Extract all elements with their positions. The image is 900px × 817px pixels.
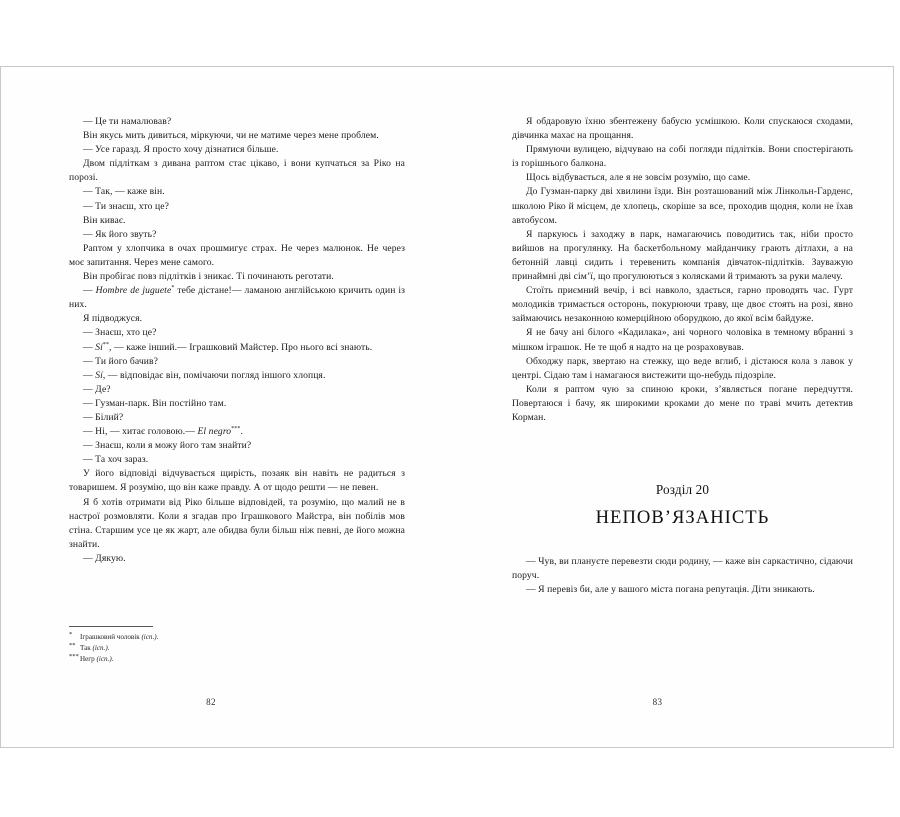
right-page-textblock — [512, 115, 853, 597]
paragraph-post: . — [240, 426, 243, 438]
footnote-item: * Іграшковий чоловік (ісп.). — [69, 630, 159, 641]
paragraph-with-footnote — [69, 425, 405, 439]
paragraph: — Так, — каже він. — [83, 186, 165, 198]
paragraph: — Як його звуть? — [83, 228, 157, 240]
paragraph-post: тебе дістане!— ламаною англійською кричить один із них. — [69, 285, 406, 311]
footnote-separator-rule — [69, 626, 153, 627]
foreign-phrase: Sí — [95, 341, 103, 353]
paragraph: — Гузман-парк. Він постійно там. — [83, 397, 227, 409]
paragraph: Двом підліткам з дивана раптом стає цікаво, і вони купчаться за Ріко на порозі. — [69, 158, 405, 184]
footnote-source: (ісп.). — [141, 633, 159, 641]
left-page-textblock — [69, 115, 405, 566]
footnote-marker: ** — [102, 341, 110, 348]
chapter-title: НЕПОВ’ЯЗАНІСТЬ — [595, 507, 770, 529]
book-spread — [0, 66, 894, 748]
footnote-text: Іграшковий чоловік — [80, 633, 142, 641]
paragraph: Обходжу парк, звертаю на стежку, що веде вглиб, і дістаюся кола з лавок у центрі. Сідаю там і намагаюся вистежити що-небудь підозріле. — [512, 355, 853, 381]
foreign-phrase: Sí — [95, 369, 103, 381]
footnote-source: (ісп.). — [96, 655, 114, 663]
paragraph: — Білий? — [83, 411, 124, 423]
paragraph: Я не бачу ані білого «Кадилака», ані чорного чоловіка в темному вбранні з мішком іграшок. Не те щоб я надто на це розраховував. — [512, 327, 853, 353]
paragraph: Він якусь мить дивиться, міркуючи, чи не матиме через мене проблем. — [83, 130, 379, 142]
paragraph: — Дякую. — [83, 552, 126, 564]
paragraph: Я підводжуся. — [83, 313, 143, 325]
foreign-phrase: Hombre de juguete — [95, 285, 172, 297]
paragraph: Він пробігає повз підлітків і зникає. Ті починають реготати. — [83, 271, 334, 283]
paragraph: — Я перевіз би, але у вашого міста погана репутація. Діти зникають. — [526, 584, 815, 596]
paragraph: — Та хоч зараз. — [83, 454, 149, 466]
paragraph: Раптом у хлопчика в очах прошмигує страх. Не через малюнок. Не через моє запитання. Через мене самого. — [69, 242, 405, 268]
footnote-text: Негр — [80, 655, 97, 663]
paragraph-with-footnote — [69, 284, 405, 312]
paragraph: Щось відбувається, але я не зовсім розумію, що саме. — [526, 172, 751, 184]
paragraph: Стоїть приємний вечір, і всі навколо, здається, гарно проводять час. Гурт молодиків тримається осторонь, покурюючи траву, ще двоє стоять на розі, явно займаючись незаконною комерційною оборудкою, до якої всім байдуже. — [512, 285, 853, 325]
paragraph: — Ти його бачив? — [83, 355, 159, 367]
paragraph-post: , — каже інший.— Іграшковий Майстер. Про нього всі знають. — [109, 341, 373, 353]
footnotes-block — [69, 626, 389, 665]
paragraph: — Усе гаразд. Я просто хочу дізнатися більше. — [83, 144, 279, 156]
footnote-marker: *** — [231, 425, 241, 432]
paragraph: До Гузман-парку дві хвилини їзди. Він розташований між Лінкольн-Гарденс, школою Ріко й місцем, де хлопець, скоріше за все, проходив щодня, коли не їхав автобусом. — [512, 186, 853, 226]
chapter-heading — [512, 481, 853, 529]
paragraph: Я обдаровую їхню збентежену бабусю усмішкою. Коли спускаюся сходами, дівчинка махає на прощання. — [512, 116, 853, 142]
page-number-left: 82 — [206, 697, 216, 707]
paragraph: У його відповіді відчувається щирість, позаяк він навіть не радиться з товаришем. Я розумію, що він каже правду. А от щодо решти — не певен. — [69, 468, 405, 494]
footnote-item: ** Так (ісп.). — [69, 641, 110, 652]
paragraph: — Це ти намалював? — [83, 116, 172, 127]
paragraph: Він киває. — [83, 214, 126, 226]
paragraph: — Чув, ви плануєте перевезти сюди родину, — каже він саркастично, сідаючи поруч. — [512, 556, 853, 582]
book-page-left — [1, 67, 447, 747]
paragraph: — Знаєш, коли я можу його там знайти? — [83, 440, 252, 452]
paragraph-pre: — — [83, 341, 96, 353]
paragraph-with-footnote — [69, 341, 405, 355]
chapter-number: Розділ 20 — [655, 482, 710, 498]
paragraph-pre: — — [83, 285, 96, 297]
footnote-text: Так — [80, 644, 93, 652]
paragraph: — Знаєш, хто це? — [83, 327, 157, 339]
footnote-item: ***Негр (ісп.). — [69, 652, 114, 663]
footnote-marker: * — [171, 284, 175, 291]
paragraph: Я б хотів отримати від Ріко більше відповідей, та розумію, що малий не в настрої розмовляти. Коли я згадав про Іграшкового Майстра, він побілів мов стіна. Старшим усе це як жарт, але обидва були більш ніж певні, де його можна знайти. — [69, 496, 405, 550]
paragraph: — Ти знаєш, хто це? — [83, 200, 169, 212]
paragraph-pre: — Ні, — хитає головою.— — [83, 426, 198, 438]
paragraph-pre: — — [83, 369, 96, 381]
paragraph: Прямуючи вулицею, відчуваю на собі погляди підлітків. Вони спостерігають із горішнього балкона. — [512, 144, 853, 170]
book-page-right — [447, 67, 893, 747]
footnote-source: (ісп.). — [92, 644, 110, 652]
paragraph: Коли я раптом чую за спиною кроки, з’являється погане передчуття. Повертаюся і бачу, як широкими кроками до мене по траві мчить детектив Корман. — [512, 383, 853, 423]
paragraph: Я паркуюсь і заходжу в парк, намагаючись поводитись так, ніби просто вийшов на прогулянку. На баскетбольному майданчику грають дітлахи, а на бетонній лавці сидить і теревенить компанія дівчаток-підлітків. Зауважую принаймні дві сім’ї, що прогулюються з колясками й тримають за руки малечу. — [512, 228, 853, 283]
paragraph-with-italic — [69, 369, 405, 383]
paragraph: — Де? — [83, 383, 111, 395]
foreign-phrase: El negro — [197, 426, 232, 438]
page-number-right: 83 — [652, 697, 663, 707]
paragraph-post: , — відповідає він, помічаючи погляд іншого хлопця. — [102, 369, 326, 381]
